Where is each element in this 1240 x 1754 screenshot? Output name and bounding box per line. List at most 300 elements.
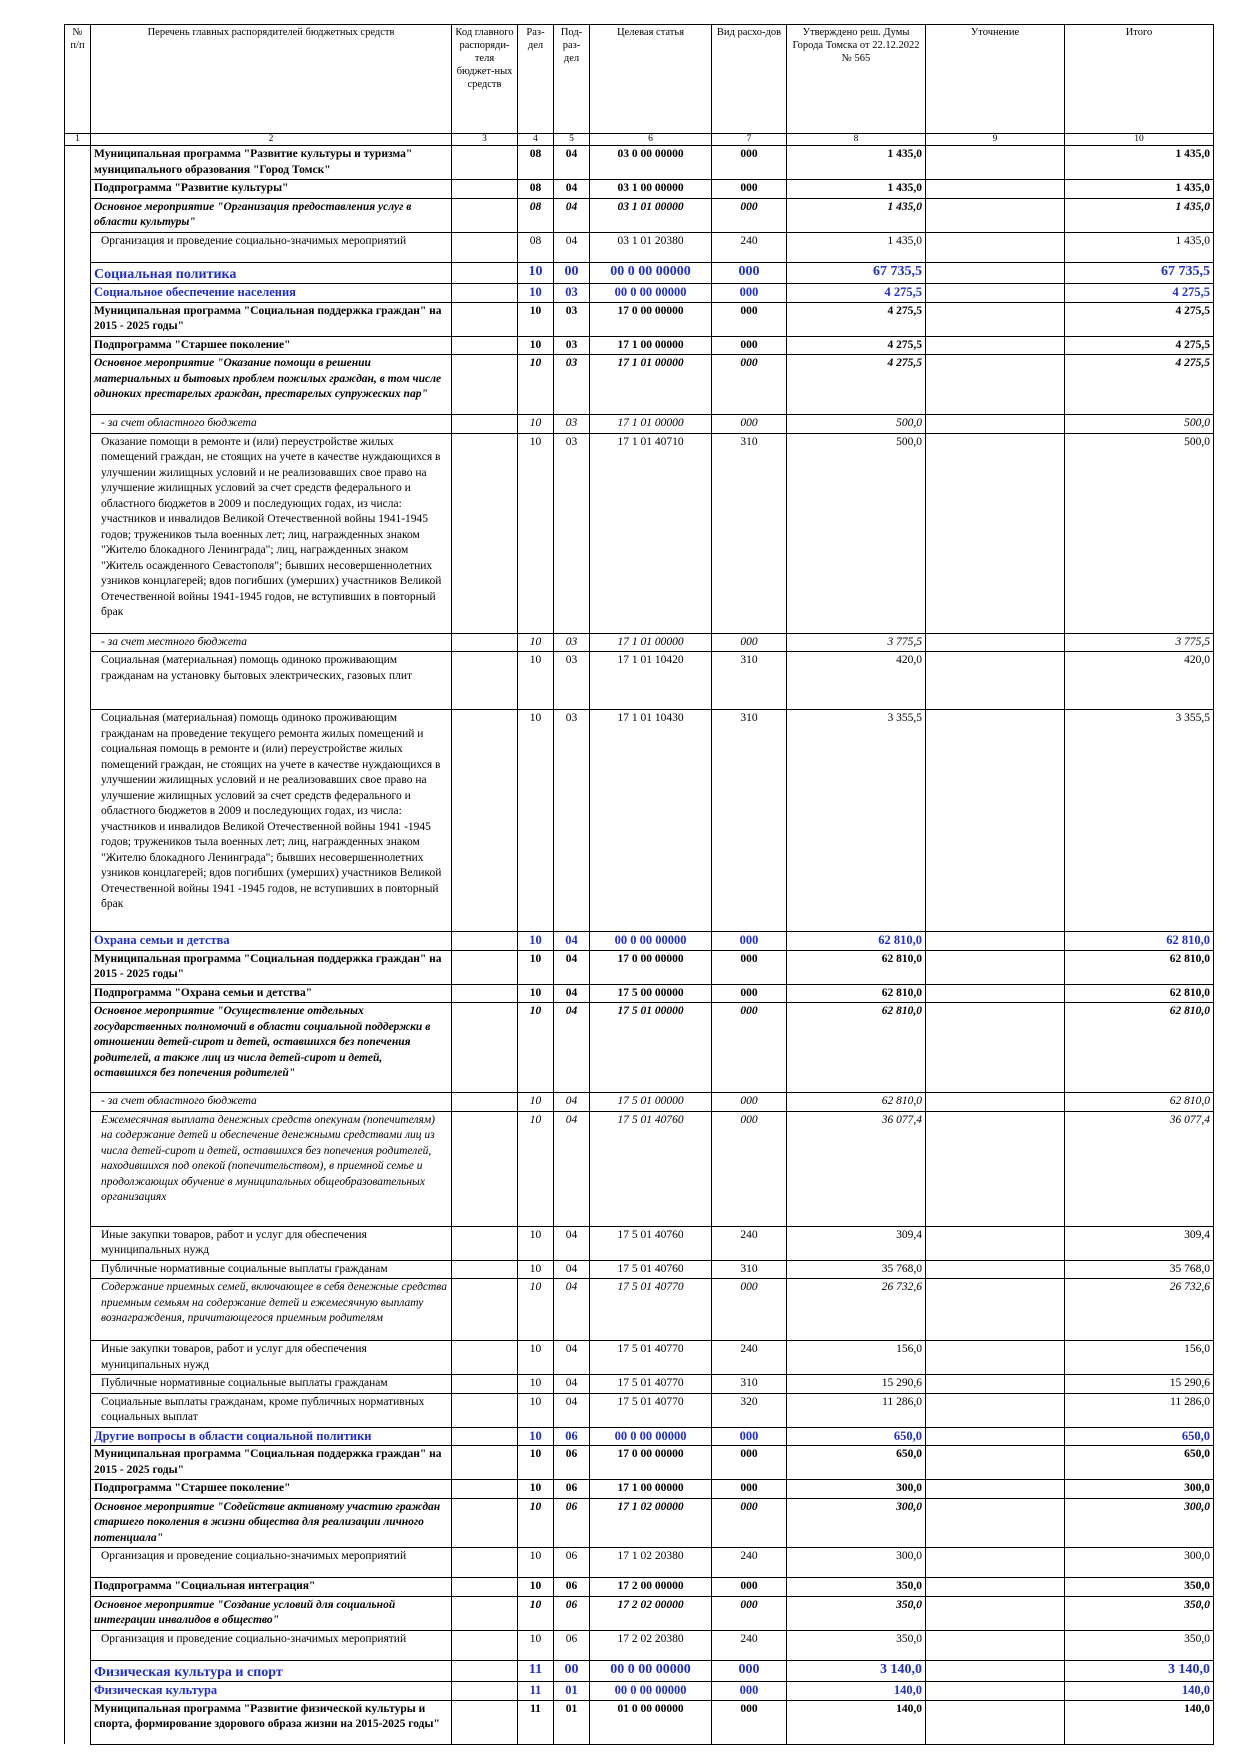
row-total-cell: 3 775,5: [1065, 633, 1214, 652]
row-name-cell: Подпрограмма "Старшее поколение": [91, 1480, 452, 1499]
row-section-cell: 10: [518, 1003, 554, 1093]
row-section-cell: 10: [518, 1480, 554, 1499]
row-subsection-cell: 00: [554, 1660, 590, 1682]
row-adjustment-cell: [926, 1446, 1065, 1480]
row-total-cell: 62 810,0: [1065, 1003, 1214, 1093]
row-subsection-cell: 01: [554, 1700, 590, 1744]
row-section-cell: 10: [518, 415, 554, 434]
row-adjustment-cell: [926, 146, 1065, 180]
table-row: [65, 1375, 1214, 1394]
row-expense-type-cell: 000: [712, 1279, 787, 1341]
row-gr-code-cell: [452, 1548, 518, 1578]
row-target-item-cell: 17 2 00 00000: [590, 1578, 712, 1597]
row-number-cell: [65, 146, 91, 180]
row-section-cell: 10: [518, 1446, 554, 1480]
row-target-item-cell: 17 1 01 00000: [590, 415, 712, 434]
row-section-cell: 10: [518, 336, 554, 355]
table-row: [65, 1260, 1214, 1279]
row-expense-type-cell: 000: [712, 180, 787, 199]
row-adjustment-cell: [926, 1375, 1065, 1394]
row-adjustment-cell: [926, 433, 1065, 633]
row-expense-type-cell: 000: [712, 1596, 787, 1630]
row-total-cell: 67 735,5: [1065, 262, 1214, 284]
table-row: [65, 302, 1214, 336]
row-approved-cell: 300,0: [787, 1498, 926, 1548]
row-number-cell: [65, 1578, 91, 1597]
row-adjustment-cell: [926, 1660, 1065, 1682]
row-name-cell: Содержание приемных семей, включающее в себя денежные средства приемным семьям на содержание детей и ежемесячную выплату вознаграждения, причитающегося приемным родителям: [91, 1279, 452, 1341]
col-header-num: № п/п: [65, 25, 91, 134]
row-number-cell: [65, 415, 91, 434]
row-target-item-cell: 17 5 01 40770: [590, 1341, 712, 1375]
row-section-cell: 08: [518, 180, 554, 199]
row-gr-code-cell: [452, 180, 518, 199]
row-subsection-cell: 03: [554, 284, 590, 303]
col-number: 5: [554, 134, 590, 146]
row-name-cell: Иные закупки товаров, работ и услуг для обеспечения муниципальных нужд: [91, 1341, 452, 1375]
row-gr-code-cell: [452, 1341, 518, 1375]
row-number-cell: [65, 433, 91, 633]
row-section-cell: 10: [518, 355, 554, 415]
row-section-cell: 08: [518, 198, 554, 232]
row-adjustment-cell: [926, 1578, 1065, 1597]
row-total-cell: 500,0: [1065, 433, 1214, 633]
row-subsection-cell: 06: [554, 1578, 590, 1597]
row-total-cell: 62 810,0: [1065, 1093, 1214, 1112]
row-target-item-cell: 17 1 02 20380: [590, 1548, 712, 1578]
row-total-cell: 140,0: [1065, 1700, 1214, 1744]
row-number-cell: [65, 180, 91, 199]
row-target-item-cell: 17 0 00 00000: [590, 302, 712, 336]
row-total-cell: 4 275,5: [1065, 336, 1214, 355]
row-target-item-cell: 17 1 01 40710: [590, 433, 712, 633]
header-row: [65, 25, 1214, 134]
row-target-item-cell: 17 1 02 00000: [590, 1498, 712, 1548]
row-number-cell: [65, 1548, 91, 1578]
row-number-cell: [65, 1700, 91, 1744]
row-section-cell: 11: [518, 1682, 554, 1701]
row-adjustment-cell: [926, 1279, 1065, 1341]
row-gr-code-cell: [452, 1630, 518, 1660]
row-subsection-cell: 04: [554, 950, 590, 984]
row-section-cell: 10: [518, 1260, 554, 1279]
row-total-cell: 1 435,0: [1065, 180, 1214, 199]
row-expense-type-cell: 000: [712, 1446, 787, 1480]
row-name-cell: Подпрограмма "Развитие культуры": [91, 180, 452, 199]
row-gr-code-cell: [452, 302, 518, 336]
row-target-item-cell: 00 0 00 00000: [590, 262, 712, 284]
row-approved-cell: 4 275,5: [787, 336, 926, 355]
row-adjustment-cell: [926, 415, 1065, 434]
table-row: [65, 1003, 1214, 1093]
row-subsection-cell: 06: [554, 1548, 590, 1578]
row-gr-code-cell: [452, 932, 518, 951]
table-row: [65, 180, 1214, 199]
table-row: [65, 146, 1214, 180]
row-name-cell: Основное мероприятие "Организация предоставления услуг в области культуры": [91, 198, 452, 232]
row-expense-type-cell: 000: [712, 950, 787, 984]
row-total-cell: 4 275,5: [1065, 284, 1214, 303]
row-gr-code-cell: [452, 950, 518, 984]
row-expense-type-cell: 000: [712, 1003, 787, 1093]
row-subsection-cell: 04: [554, 198, 590, 232]
row-number-cell: [65, 1279, 91, 1341]
table-row: [65, 710, 1214, 932]
row-subsection-cell: 03: [554, 415, 590, 434]
row-total-cell: 350,0: [1065, 1578, 1214, 1597]
row-section-cell: 10: [518, 1375, 554, 1394]
table-row: [65, 652, 1214, 710]
row-name-cell: Подпрограмма "Социальная интеграция": [91, 1578, 452, 1597]
row-section-cell: 11: [518, 1700, 554, 1744]
row-section-cell: 10: [518, 932, 554, 951]
row-adjustment-cell: [926, 1682, 1065, 1701]
col-number: 8: [787, 134, 926, 146]
table-row: [65, 1498, 1214, 1548]
row-target-item-cell: 17 5 01 40770: [590, 1279, 712, 1341]
row-gr-code-cell: [452, 633, 518, 652]
row-target-item-cell: 17 5 01 40760: [590, 1260, 712, 1279]
row-name-cell: Муниципальная программа "Социальная поддержка граждан" на 2015 - 2025 годы": [91, 1446, 452, 1480]
row-subsection-cell: 06: [554, 1630, 590, 1660]
row-section-cell: 10: [518, 1427, 554, 1446]
row-adjustment-cell: [926, 232, 1065, 262]
row-target-item-cell: 17 5 01 00000: [590, 1003, 712, 1093]
budget-table-body: [65, 146, 1214, 1745]
row-total-cell: 300,0: [1065, 1498, 1214, 1548]
row-gr-code-cell: [452, 1226, 518, 1260]
row-section-cell: 10: [518, 1548, 554, 1578]
row-number-cell: [65, 1003, 91, 1093]
row-number-cell: [65, 652, 91, 710]
row-gr-code-cell: [452, 415, 518, 434]
col-number: 1: [65, 134, 91, 146]
row-expense-type-cell: 240: [712, 232, 787, 262]
row-section-cell: 10: [518, 1498, 554, 1548]
row-subsection-cell: 03: [554, 302, 590, 336]
table-row: [65, 1341, 1214, 1375]
row-section-cell: 10: [518, 1578, 554, 1597]
table-row: [65, 1700, 1214, 1744]
row-subsection-cell: 04: [554, 1003, 590, 1093]
row-expense-type-cell: 240: [712, 1226, 787, 1260]
row-gr-code-cell: [452, 1375, 518, 1394]
row-approved-cell: 3 140,0: [787, 1660, 926, 1682]
row-subsection-cell: 03: [554, 355, 590, 415]
row-approved-cell: 4 275,5: [787, 302, 926, 336]
row-target-item-cell: 17 0 00 00000: [590, 950, 712, 984]
row-approved-cell: 1 435,0: [787, 198, 926, 232]
row-approved-cell: 26 732,6: [787, 1279, 926, 1341]
row-adjustment-cell: [926, 1596, 1065, 1630]
row-expense-type-cell: 000: [712, 1093, 787, 1112]
row-name-cell: Муниципальная программа "Социальная поддержка граждан" на 2015 - 2025 годы": [91, 950, 452, 984]
row-number-cell: [65, 198, 91, 232]
row-gr-code-cell: [452, 1260, 518, 1279]
table-row: [65, 1480, 1214, 1499]
budget-table: [64, 24, 1214, 1745]
row-total-cell: 62 810,0: [1065, 932, 1214, 951]
row-adjustment-cell: [926, 1548, 1065, 1578]
budget-sheet: [64, 24, 1213, 1745]
row-total-cell: 300,0: [1065, 1548, 1214, 1578]
row-total-cell: 140,0: [1065, 1682, 1214, 1701]
row-name-cell: Основное мероприятие "Создание условий для социальной интеграции инвалидов в общество": [91, 1596, 452, 1630]
row-expense-type-cell: 240: [712, 1630, 787, 1660]
row-total-cell: 35 768,0: [1065, 1260, 1214, 1279]
table-row: [65, 1660, 1214, 1682]
table-row: [65, 1111, 1214, 1226]
row-subsection-cell: 06: [554, 1480, 590, 1499]
row-subsection-cell: 03: [554, 336, 590, 355]
row-adjustment-cell: [926, 950, 1065, 984]
table-row: [65, 950, 1214, 984]
row-subsection-cell: 04: [554, 1093, 590, 1112]
row-expense-type-cell: 000: [712, 932, 787, 951]
row-adjustment-cell: [926, 1700, 1065, 1744]
row-number-cell: [65, 1375, 91, 1394]
row-subsection-cell: 06: [554, 1446, 590, 1480]
row-target-item-cell: 17 1 00 00000: [590, 1480, 712, 1499]
row-section-cell: 10: [518, 1279, 554, 1341]
row-gr-code-cell: [452, 232, 518, 262]
table-row: [65, 1596, 1214, 1630]
row-section-cell: 10: [518, 1093, 554, 1112]
row-subsection-cell: 04: [554, 232, 590, 262]
table-row: [65, 932, 1214, 951]
row-name-cell: Другие вопросы в области социальной политики: [91, 1427, 452, 1446]
row-total-cell: 300,0: [1065, 1480, 1214, 1499]
table-row: [65, 198, 1214, 232]
row-approved-cell: 500,0: [787, 433, 926, 633]
table-row: [65, 1630, 1214, 1660]
row-target-item-cell: 17 2 02 20380: [590, 1630, 712, 1660]
col-header-adjustment: Уточнение: [926, 25, 1065, 134]
row-section-cell: 08: [518, 146, 554, 180]
row-total-cell: 309,4: [1065, 1226, 1214, 1260]
row-gr-code-cell: [452, 710, 518, 932]
table-row: [65, 1548, 1214, 1578]
table-row: [65, 1093, 1214, 1112]
row-target-item-cell: 17 5 00 00000: [590, 984, 712, 1003]
row-approved-cell: 62 810,0: [787, 984, 926, 1003]
row-approved-cell: 650,0: [787, 1427, 926, 1446]
row-approved-cell: 62 810,0: [787, 1003, 926, 1093]
row-expense-type-cell: 000: [712, 336, 787, 355]
row-number-cell: [65, 1341, 91, 1375]
row-total-cell: 650,0: [1065, 1427, 1214, 1446]
row-approved-cell: 500,0: [787, 415, 926, 434]
row-target-item-cell: 03 1 01 00000: [590, 198, 712, 232]
row-name-cell: Организация и проведение социально-значимых мероприятий: [91, 1548, 452, 1578]
row-subsection-cell: 06: [554, 1596, 590, 1630]
row-number-cell: [65, 932, 91, 951]
row-section-cell: 10: [518, 1393, 554, 1427]
row-name-cell: Основное мероприятие "Оказание помощи в решении материальных и бытовых проблем пожилых граждан, в том числе одиноких престарелых граждан, престарелых супружеских пар": [91, 355, 452, 415]
row-total-cell: 500,0: [1065, 415, 1214, 434]
row-name-cell: Публичные нормативные социальные выплаты гражданам: [91, 1375, 452, 1394]
row-gr-code-cell: [452, 1578, 518, 1597]
row-expense-type-cell: 310: [712, 1375, 787, 1394]
table-row: [65, 1279, 1214, 1341]
row-name-cell: Основное мероприятие "Содействие активному участию граждан старшего поколения в жизни общества для реализации личного потенциала": [91, 1498, 452, 1548]
row-number-cell: [65, 1630, 91, 1660]
row-target-item-cell: 00 0 00 00000: [590, 932, 712, 951]
row-total-cell: 1 435,0: [1065, 198, 1214, 232]
row-adjustment-cell: [926, 1427, 1065, 1446]
row-subsection-cell: 04: [554, 180, 590, 199]
table-row: [65, 336, 1214, 355]
row-expense-type-cell: 000: [712, 1498, 787, 1548]
table-row: [65, 284, 1214, 303]
row-name-cell: Муниципальная программа "Развитие культуры и туризма" муниципального образования "Город Томск": [91, 146, 452, 180]
table-row: [65, 433, 1214, 633]
row-name-cell: Социальная (материальная) помощь одиноко проживающим гражданам на установку бытовых электрических, газовых плит: [91, 652, 452, 710]
row-approved-cell: 35 768,0: [787, 1260, 926, 1279]
row-number-cell: [65, 1682, 91, 1701]
row-total-cell: 4 275,5: [1065, 302, 1214, 336]
table-row: [65, 984, 1214, 1003]
row-gr-code-cell: [452, 146, 518, 180]
row-subsection-cell: 04: [554, 932, 590, 951]
row-name-cell: Муниципальная программа "Развитие физической культуры и спорта, формирование здорового образа жизни на 2015-2025 годы": [91, 1700, 452, 1744]
row-gr-code-cell: [452, 1480, 518, 1499]
row-adjustment-cell: [926, 198, 1065, 232]
row-number-cell: [65, 1260, 91, 1279]
row-adjustment-cell: [926, 710, 1065, 932]
row-adjustment-cell: [926, 262, 1065, 284]
row-subsection-cell: 04: [554, 984, 590, 1003]
table-row: [65, 1682, 1214, 1701]
col-header-gr-code: Код главного распоряди-теля бюджет-ных средств: [452, 25, 518, 134]
col-header-target-item: Целевая статья: [590, 25, 712, 134]
row-expense-type-cell: 000: [712, 355, 787, 415]
table-row: [65, 633, 1214, 652]
row-expense-type-cell: 000: [712, 984, 787, 1003]
table-row: [65, 1427, 1214, 1446]
row-target-item-cell: 17 1 01 00000: [590, 633, 712, 652]
row-target-item-cell: 00 0 00 00000: [590, 284, 712, 303]
row-subsection-cell: 04: [554, 1393, 590, 1427]
row-subsection-cell: 03: [554, 710, 590, 932]
col-number: 2: [91, 134, 452, 146]
row-approved-cell: 3 355,5: [787, 710, 926, 932]
row-subsection-cell: 04: [554, 146, 590, 180]
row-target-item-cell: 03 0 00 00000: [590, 146, 712, 180]
row-section-cell: 11: [518, 1660, 554, 1682]
row-subsection-cell: 04: [554, 1226, 590, 1260]
row-target-item-cell: 17 2 02 00000: [590, 1596, 712, 1630]
row-gr-code-cell: [452, 262, 518, 284]
row-adjustment-cell: [926, 1226, 1065, 1260]
row-section-cell: 08: [518, 232, 554, 262]
row-approved-cell: 36 077,4: [787, 1111, 926, 1226]
row-adjustment-cell: [926, 1630, 1065, 1660]
row-section-cell: 10: [518, 433, 554, 633]
row-section-cell: 10: [518, 1111, 554, 1226]
row-approved-cell: 650,0: [787, 1446, 926, 1480]
row-subsection-cell: 06: [554, 1427, 590, 1446]
row-name-cell: Муниципальная программа "Социальная поддержка граждан" на 2015 - 2025 годы": [91, 302, 452, 336]
row-target-item-cell: 03 1 01 20380: [590, 232, 712, 262]
row-adjustment-cell: [926, 932, 1065, 951]
row-target-item-cell: 17 5 01 40760: [590, 1111, 712, 1226]
row-target-item-cell: 17 5 01 40770: [590, 1393, 712, 1427]
row-total-cell: 11 286,0: [1065, 1393, 1214, 1427]
row-subsection-cell: 03: [554, 652, 590, 710]
row-adjustment-cell: [926, 1003, 1065, 1093]
row-expense-type-cell: 000: [712, 1682, 787, 1701]
row-gr-code-cell: [452, 1279, 518, 1341]
row-name-cell: Иные закупки товаров, работ и услуг для обеспечения муниципальных нужд: [91, 1226, 452, 1260]
row-total-cell: 650,0: [1065, 1446, 1214, 1480]
col-number: 3: [452, 134, 518, 146]
row-number-cell: [65, 1596, 91, 1630]
row-gr-code-cell: [452, 1660, 518, 1682]
row-gr-code-cell: [452, 1446, 518, 1480]
row-total-cell: 420,0: [1065, 652, 1214, 710]
row-number-cell: [65, 336, 91, 355]
row-expense-type-cell: 000: [712, 284, 787, 303]
row-section-cell: 10: [518, 950, 554, 984]
row-adjustment-cell: [926, 1498, 1065, 1548]
row-subsection-cell: 04: [554, 1341, 590, 1375]
column-number-row: [65, 134, 1214, 146]
row-expense-type-cell: 240: [712, 1341, 787, 1375]
row-approved-cell: 309,4: [787, 1226, 926, 1260]
row-name-cell: Социальная политика: [91, 262, 452, 284]
row-adjustment-cell: [926, 336, 1065, 355]
row-approved-cell: 156,0: [787, 1341, 926, 1375]
row-approved-cell: 3 775,5: [787, 633, 926, 652]
row-section-cell: 10: [518, 262, 554, 284]
row-total-cell: 36 077,4: [1065, 1111, 1214, 1226]
row-expense-type-cell: 000: [712, 1427, 787, 1446]
col-number: 6: [590, 134, 712, 146]
row-adjustment-cell: [926, 284, 1065, 303]
row-subsection-cell: 03: [554, 433, 590, 633]
row-adjustment-cell: [926, 302, 1065, 336]
row-gr-code-cell: [452, 336, 518, 355]
row-approved-cell: 1 435,0: [787, 232, 926, 262]
row-section-cell: 10: [518, 1596, 554, 1630]
row-name-cell: Социальные выплаты гражданам, кроме публичных нормативных социальных выплат: [91, 1393, 452, 1427]
row-adjustment-cell: [926, 1480, 1065, 1499]
row-expense-type-cell: 000: [712, 415, 787, 434]
row-section-cell: 10: [518, 302, 554, 336]
col-number: 4: [518, 134, 554, 146]
row-adjustment-cell: [926, 652, 1065, 710]
row-target-item-cell: 17 1 01 10430: [590, 710, 712, 932]
row-expense-type-cell: 310: [712, 433, 787, 633]
row-number-cell: [65, 355, 91, 415]
row-number-cell: [65, 1427, 91, 1446]
row-number-cell: [65, 302, 91, 336]
row-adjustment-cell: [926, 180, 1065, 199]
row-section-cell: 10: [518, 1630, 554, 1660]
col-header-approved: Утверждено реш. Думы Города Томска от 22.12.2022 № 565: [787, 25, 926, 134]
col-header-total: Итого: [1065, 25, 1214, 134]
row-number-cell: [65, 1111, 91, 1226]
row-approved-cell: 1 435,0: [787, 146, 926, 180]
row-section-cell: 10: [518, 1226, 554, 1260]
row-name-cell: - за счет областного бюджета: [91, 1093, 452, 1112]
row-expense-type-cell: 000: [712, 262, 787, 284]
row-expense-type-cell: 000: [712, 198, 787, 232]
row-adjustment-cell: [926, 355, 1065, 415]
row-name-cell: Оказание помощи в ремонте и (или) переустройстве жилых помещений граждан, не стоящих на учете в качестве нуждающихся в улучшении жилищных условий и не реализовавших свое право на улучшение жилищных условий за счет средств федерального и областного бюджетов в 2009 и последующих годах, из числа: участников и инвалидов Великой Отечественной войны 1941-1945 годов; тружеников тыла военных лет; лиц, награжденных знаком "Жителю блокадного Ленинграда"; лиц, награжденных знаком "Житель осажденного Севастополя"; бывших несовершеннолетних узников концлагерей; вдов погибших (умерших) участников Великой Отечественной войны 1941-1945 годов, не вступивших в повторный брак: [91, 433, 452, 633]
table-row: [65, 1393, 1214, 1427]
